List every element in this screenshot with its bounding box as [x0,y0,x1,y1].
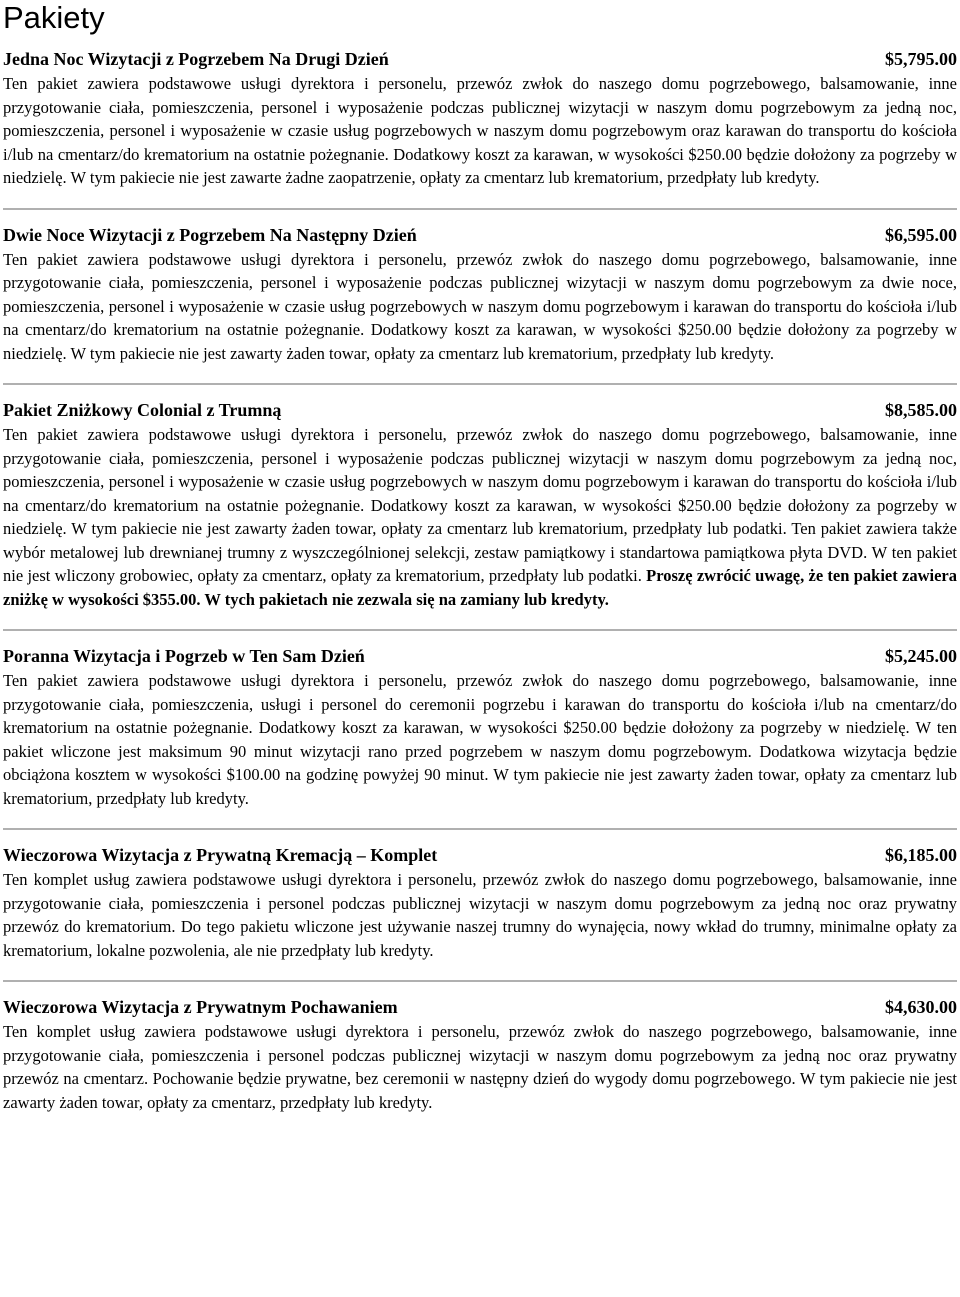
package-4 [3,645,957,830]
package-header [3,48,957,70]
package-description [3,248,957,386]
package-description-text: Ten pakiet zawiera podstawowe usługi dyrektora i personelu, przewóz zwłok do naszego domu pogrzebowego, balsamowanie, inne przygotowanie ciała, pomieszczenia, personel i wyposażenie podczas publicznej wizytacji w naszym domu pogrzebowym za jedną noc, pomieszczenia, personel i wyposażenie w czasie usług pogrzebowych w naszym domu pogrzebowym i karawan do transportu do kościoła i/lub na cmentarz/do krematorium na ostatnie pożegnanie. Dodatkowy koszt za karawan, w wysokości $250.00 będzie dołożony za pogrzeby w niedzielę. W tym pakiecie nie jest zawarty żaden towar, opłaty za cmentarz lub krematorium, przedpłaty lub podatki. Ten pakiet zawiera także wybór metalowej lub drewnianej trumny z wyszczególnionej selekcji, zestaw pamiątkowy i standartowa pamiątkowa płyta DVD. W ten pakiet nie jest wliczony grobowiec, opłaty za cmentarz, opłaty za krematorium, przedpłaty lub podatki. [3,425,957,585]
package-header [3,645,957,667]
package-description-text: Ten komplet usług zawiera podstawowe usługi dyrektora i personelu, przewóz zwłok do naszego pogrzebowego, balsamowanie, inne przygotowanie ciała, pomieszczenia i personel podczas publicznej wizytacji w naszym domu pogrzebowym za jedną noc oraz prywatny przewóz na cmentarz. Pochowanie będzie prywatne, bez ceremonii w następny dzień do wygody domu pogrzebowego. W tym pakiecie nie jest zawarty żaden towar, opłaty za cmentarz, przedpłaty lub kredyty. [3,1022,957,1112]
package-name: Wieczorowa Wizytacja z Prywatną Kremacją – Komplet [3,845,438,865]
package-name: Dwie Noce Wizytacji z Pogrzebem Na Następny Dzień [3,224,417,245]
package-name: Poranna Wizytacja i Pogrzeb w Ten Sam Dzień [3,646,365,666]
package-price: $6,595.00 [885,224,957,245]
package-discount-note: Proszę zwrócić uwagę, że ten pakiet zawiera zniżkę w wysokości $355.00. W tych pakietach nie zezwala się na zamiany lub kredyty. [3,566,957,609]
package-header [3,844,957,866]
package-description [3,72,957,210]
package-price: $4,630.00 [885,997,957,1017]
package-description-text: Ten pakiet zawiera podstawowe usługi dyrektora i personelu, przewóz zwłok do naszego domu pogrzebowego, balsamowanie, inne przygotowanie ciała, pomieszczenia, personel i wyposażenie podczas publicznej wizytacji w naszym domu pogrzebowym za jedną noc, pomieszczenia, personel i wyposażenie w czasie usług pogrzebowych w naszym domu pogrzebowym oraz karawan do transportu do kościoła i/lub na cmentarz/do krematorium na ostatnie pożegnanie. Dodatkowy koszt za karawan, w wysokości $250.00 będzie dołożony za pogrzeby w niedzielę. W tym pakiecie nie jest zawarte żadne zaopatrzenie, opłaty za cmentarz lub krematorium, przedpłaty lub kredyty. [3,74,957,187]
package-header [3,224,957,246]
package-1 [3,48,957,210]
package-3 [3,399,957,631]
package-price: $5,795.00 [885,49,957,69]
package-description [3,669,957,830]
package-price: $6,185.00 [885,845,957,865]
package-name: Wieczorowa Wizytacja z Prywatnym Pochawaniem [3,997,398,1017]
package-price: $5,245.00 [885,646,957,666]
package-2 [3,224,957,386]
package-name: Pakiet Zniżkowy Colonial z Trumną [3,400,282,420]
package-description-text: Ten pakiet zawiera podstawowe usługi dyrektora i personelu, przewóz zwłok do naszego domu pogrzebowego, balsamowanie, inne przygotowanie ciała, pomieszczenia, personel i wyposażenie podczas publicznej wizytacji w naszym domu pogrzebowym za dwie noce, pomieszczenia, personel i wyposażenie w czasie usług pogrzebowych w naszym domu pogrzebowym i karawan do transportu do kościoła i/lub na cmentarz/do krematorium na ostatnie pożegnanie. Dodatkowy koszt za karawan, w wysokości $250.00 będzie dołożony za pogrzeby w niedzielę. W tym pakiecie nie jest zawarty żaden towar, opłaty za cmentarz lub krematorium, przedpłaty lub kredyty. [3,249,957,363]
package-header [3,399,957,421]
package-5 [3,844,957,982]
package-description [3,1020,957,1132]
package-header [3,996,957,1018]
page-title: Pakiety [3,0,105,35]
package-name: Jedna Noc Wizytacji z Pogrzebem Na Drugi Dzień [3,49,389,69]
package-description-text: Ten komplet usług zawiera podstawowe usługi dyrektora i personelu, przewóz zwłok do naszego domu pogrzebowego, balsamowanie, inne przygotowanie ciała, pomieszczenia i personel podczas publicznej wizytacji w naszym domu pogrzebowym za jedną noc oraz prywatny przewóz do krematorium. Do tego pakietu wliczone jest używanie naszej trumny do wynajęcia, nowy wkład do trumny, minimalne opłaty za krematorium, lokalne pozwolenia, ale nie przedpłaty lub kredyty. [3,870,957,960]
package-description [3,423,957,631]
package-price: $8,585.00 [885,400,957,420]
package-description [3,868,957,982]
package-description-text: Ten pakiet zawiera podstawowe usługi dyrektora i personelu, przewóz zwłok do naszego domu pogrzebowego, balsamowanie, inne przygotowanie ciała, pomieszczenia, usługi i personel do ceremonii pogrzebu i karawan do transportu do kościoła i/lub na cmentarz/do krematorium na ostatnie pożegnanie. Dodatkowy koszt za karawan, w wysokości $250.00 będzie dołożony za pogrzeby w niedzielę. W ten pakiet wliczone jest maksimum 90 minut wizytacji rano przed pogrzebem w naszym domu pogrzebowym. Dodatkowa wizytacja będzie obciążona kosztem w wysokości $100.00 na godzinę powyżej 90 minut. W tym pakiecie nie jest zawarty żaden towar, opłaty za cmentarz lub krematorium, przedpłaty lub kredyty. [3,671,957,808]
package-6 [3,996,957,1132]
